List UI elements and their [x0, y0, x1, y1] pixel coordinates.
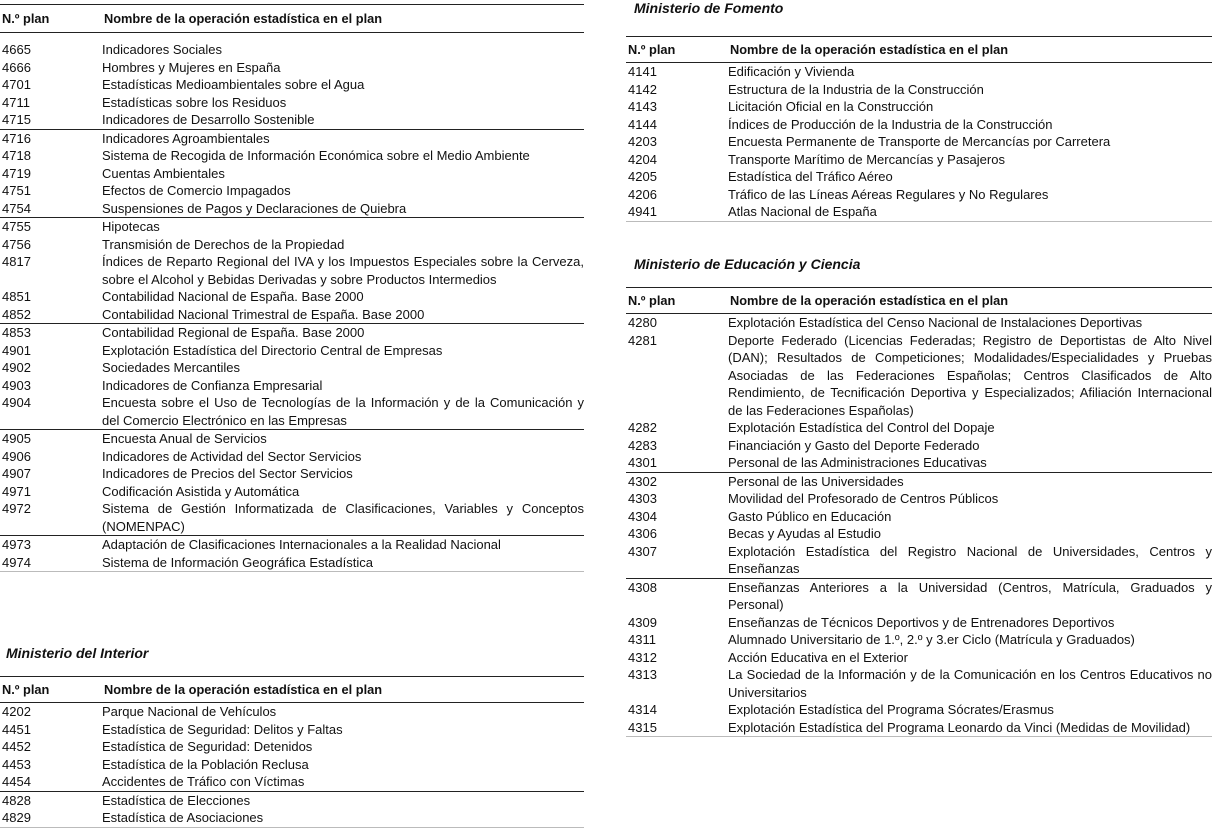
plan-number: 4906	[2, 448, 31, 464]
operation-name: Codificación Asistida y Automática	[102, 483, 300, 499]
operations-table-body	[0, 41, 584, 571]
plan-number: 4306	[628, 526, 657, 541]
table-row	[0, 465, 584, 483]
table-row	[0, 182, 584, 200]
table-row	[626, 314, 1212, 332]
table-row	[0, 76, 584, 94]
plan-number: 4718	[2, 148, 31, 163]
plan-number: 4204	[628, 151, 657, 167]
plan-number: 4665	[2, 42, 31, 57]
table-row	[0, 200, 584, 219]
operation-name: Encuesta Permanente de Transporte de Mercancías por Carretera	[728, 134, 1111, 149]
operation-name: Estadística de Seguridad: Delitos y Faltas	[102, 721, 343, 737]
plan-number: 4751	[2, 183, 31, 198]
table-row	[0, 756, 584, 774]
table-row	[0, 430, 584, 448]
table-header-educacion: N.º plan Nombre de la operación estadística en el plan	[626, 287, 1212, 313]
plan-number: 4143	[628, 99, 657, 114]
operation-name: Estadística de la Población Reclusa	[102, 756, 309, 772]
plan-number: 4755	[2, 219, 31, 234]
operation-name: Encuesta sobre el Uso de Tecnologías de la Información y de la Comunicación y del Comercio Electrónico en las Empresas	[102, 395, 584, 428]
plan-number: 4903	[2, 377, 31, 393]
table-row	[0, 554, 584, 572]
operation-name: Sistema de Gestión Informatizada de Clasificaciones, Variables y Conceptos (NOMENPAC)	[102, 501, 584, 534]
plan-number: 4451	[2, 721, 31, 737]
plan-number: 4852	[2, 306, 31, 322]
plan-number: 4666	[2, 59, 31, 75]
plan-number: 4716	[2, 130, 31, 146]
plan-number: 4817	[2, 254, 31, 269]
table-row	[626, 133, 1212, 151]
operation-name: Edificación y Vivienda	[728, 64, 855, 79]
operation-name: Personal de las Administraciones Educativas	[728, 455, 987, 470]
table-row	[0, 792, 584, 810]
plan-number: 4281	[628, 332, 657, 348]
plan-number: 4905	[2, 431, 31, 446]
table-row	[0, 130, 584, 148]
operation-name: Becas y Ayudas al Estudio	[728, 526, 881, 541]
plan-number: 4312	[628, 649, 657, 665]
plan-number: 4974	[2, 554, 31, 570]
table-row	[626, 508, 1212, 526]
table-row	[626, 419, 1212, 437]
plan-number: 4829	[2, 810, 31, 825]
table-row	[626, 98, 1212, 116]
operation-name: Indicadores de Desarrollo Sostenible	[102, 112, 315, 127]
table-row	[0, 377, 584, 395]
table-header-fomento: N.º plan Nombre de la operación estadística en el plan	[626, 36, 1212, 62]
operation-name: Contabilidad Nacional Trimestral de España. Base 2000	[102, 306, 425, 322]
plan-number: 4454	[2, 774, 31, 789]
operation-name: Transmisión de Derechos de la Propiedad	[102, 236, 345, 252]
plan-number: 4302	[628, 473, 657, 489]
plan-number: 4828	[2, 792, 31, 808]
operation-name: Efectos de Comercio Impagados	[102, 183, 291, 198]
plan-number: 4205	[628, 169, 657, 184]
operation-name: Suspensiones de Pagos y Declaraciones de Quiebra	[102, 200, 407, 216]
table-row	[626, 701, 1212, 719]
operation-name: Personal de las Universidades	[728, 473, 904, 489]
operation-name: Indicadores Agroambientales	[102, 130, 270, 146]
operation-name: Estadística de Elecciones	[102, 792, 251, 808]
plan-number: 4282	[628, 420, 657, 435]
plan-number: 4453	[2, 756, 31, 772]
plan-number: 4973	[2, 537, 31, 552]
table-header-interior: N.º plan Nombre de la operación estadística en el plan	[0, 676, 584, 702]
operation-name: Indicadores de Actividad del Sector Servicios	[102, 448, 362, 464]
plan-number: 4715	[2, 112, 31, 127]
operation-name: Hipotecas	[102, 219, 160, 234]
plan-number: 4301	[628, 455, 657, 470]
educacion-table-body	[626, 314, 1212, 736]
plan-number: 4907	[2, 466, 31, 481]
plan-number: 4972	[2, 501, 31, 516]
operation-name: Explotación Estadística del Censo Nacional de Instalaciones Deportivas	[728, 315, 1143, 330]
table-row	[0, 288, 584, 306]
table-row	[626, 649, 1212, 667]
plan-number: 4206	[628, 186, 657, 202]
plan-number: 4711	[2, 94, 30, 110]
plan-number: 4853	[2, 325, 31, 340]
operation-name: Sociedades Mercantiles	[102, 360, 241, 375]
table-row	[626, 81, 1212, 99]
table-row	[626, 151, 1212, 169]
operation-name: Estructura de la Industria de la Construcción	[728, 81, 984, 97]
operation-name: Explotación Estadística del Programa Leonardo da Vinci (Medidas de Movilidad)	[728, 719, 1191, 735]
table-row	[626, 543, 1212, 579]
table-row	[0, 111, 584, 130]
operation-name: Gasto Público en Educación	[728, 508, 892, 524]
plan-number: 4719	[2, 165, 31, 181]
operation-name: Transporte Marítimo de Mercancías y Pasajeros	[728, 151, 1005, 167]
operation-name: Accidentes de Tráfico con Víctimas	[102, 774, 305, 789]
table-row	[626, 116, 1212, 134]
operation-name: Financiación y Gasto del Deporte Federado	[728, 437, 980, 453]
plan-number: 4202	[2, 704, 31, 719]
operation-name: Explotación Estadística del Registro Nacional de Universidades, Centros y Enseñanzas	[728, 543, 1212, 576]
table-row	[626, 579, 1212, 614]
table-row	[0, 59, 584, 77]
plan-number: 4141	[628, 64, 657, 79]
plan-number: 4308	[628, 579, 657, 595]
operation-name: Estadísticas Medioambientales sobre el Agua	[102, 77, 365, 92]
table-row	[0, 809, 584, 827]
operation-name: Indicadores de Confianza Empresarial	[102, 377, 323, 393]
plan-number: 4754	[2, 200, 31, 216]
operation-name: Explotación Estadística del Programa Sócrates/Erasmus	[728, 702, 1054, 717]
section-title-educacion: Ministerio de Educación y Ciencia	[634, 256, 861, 272]
operation-name: Estadística de Seguridad: Detenidos	[102, 739, 313, 754]
operation-name: Hombres y Mujeres en España	[102, 59, 281, 75]
plan-number: 4452	[2, 739, 31, 754]
table-row	[626, 186, 1212, 204]
table-row	[626, 719, 1212, 737]
plan-number: 4313	[628, 667, 657, 682]
operation-name: Atlas Nacional de España	[728, 204, 877, 219]
table-row	[626, 454, 1212, 473]
plan-number: 4311	[628, 632, 656, 647]
interior-table-body	[0, 703, 584, 827]
table-row	[0, 147, 584, 165]
plan-number: 4280	[628, 315, 657, 330]
operation-name: La Sociedad de la Información y de la Comunicación en los Centros Educativos no Universitarios	[728, 667, 1212, 700]
table-row	[0, 359, 584, 377]
operation-name: Acción Educativa en el Exterior	[728, 649, 908, 665]
table-row	[0, 773, 584, 792]
table-row	[0, 218, 584, 236]
table-row	[626, 614, 1212, 632]
plan-number: 4283	[628, 437, 657, 453]
operation-name: Explotación Estadística del Directorio Central de Empresas	[102, 342, 443, 358]
operation-name: Explotación Estadística del Control del Dopaje	[728, 420, 995, 435]
operation-name: Sistema de Información Geográfica Estadística	[102, 554, 373, 570]
table-row	[626, 332, 1212, 420]
table-row	[626, 168, 1212, 186]
plan-number: 4315	[628, 719, 657, 735]
operation-name: Sistema de Recogida de Información Económica sobre el Medio Ambiente	[102, 148, 530, 163]
operation-name: Movilidad del Profesorado de Centros Públicos	[728, 491, 999, 506]
plan-number: 4203	[628, 134, 657, 149]
operation-name: Índices de Reparto Regional del IVA y los Impuestos Especiales sobre la Cerveza, sobre el Alcohol y Bebidas Derivadas y sobre Productos Intermedios	[102, 254, 584, 287]
operation-name: Tráfico de las Líneas Aéreas Regulares y No Regulares	[728, 186, 1049, 202]
plan-number: 4756	[2, 236, 31, 252]
operation-name: Estadísticas sobre los Residuos	[102, 94, 287, 110]
fomento-table-body	[626, 63, 1212, 221]
table-row	[626, 203, 1212, 221]
operation-name: Indicadores Sociales	[102, 42, 222, 57]
operation-name: Adaptación de Clasificaciones Internacionales a la Realidad Nacional	[102, 537, 501, 552]
table-row	[626, 63, 1212, 81]
operation-name: Encuesta Anual de Servicios	[102, 431, 267, 446]
table-row	[626, 490, 1212, 508]
plan-number: 4901	[2, 342, 31, 358]
plan-number: 4309	[628, 614, 657, 630]
table-row	[0, 448, 584, 466]
plan-number: 4314	[628, 702, 657, 717]
plan-number: 4307	[628, 543, 657, 559]
table-row	[626, 473, 1212, 491]
table-row	[0, 41, 584, 59]
operation-name: Indicadores de Precios del Sector Servicios	[102, 466, 353, 481]
table-row	[0, 394, 584, 430]
header-num: N.º plan	[2, 11, 50, 26]
operation-name: Estadística de Asociaciones	[102, 810, 264, 825]
plan-number: 4303	[628, 491, 657, 506]
table-row	[626, 437, 1212, 455]
table-row	[626, 525, 1212, 543]
table-row	[0, 738, 584, 756]
table-row	[0, 536, 584, 554]
plan-number: 4701	[2, 77, 31, 92]
header-name: Nombre de la operación estadística en el plan	[104, 11, 383, 26]
table-row	[0, 94, 584, 112]
plan-number: 4851	[2, 289, 31, 304]
table-row	[0, 721, 584, 739]
operation-name: Índices de Producción de la Industria de la Construcción	[728, 116, 1053, 132]
operation-name: Estadística del Tráfico Aéreo	[728, 169, 893, 184]
table-row	[0, 500, 584, 536]
operation-name: Alumnado Universitario de 1.º, 2.º y 3.er Ciclo (Matrícula y Graduados)	[728, 632, 1135, 647]
section-title-fomento: Ministerio de Fomento	[634, 0, 784, 16]
plan-number: 4902	[2, 360, 31, 375]
table-row	[0, 236, 584, 254]
operation-name: Enseñanzas de Técnicos Deportivos y de Entrenadores Deportivos	[728, 614, 1115, 630]
table-row	[0, 165, 584, 183]
plan-number: 4971	[2, 483, 31, 499]
plan-number: 4904	[2, 395, 31, 410]
operation-name: Deporte Federado (Licencias Federadas; Registro de Deportistas de Alto Nivel (DAN); Resultados de Competiciones; Modalidades/Especialidades y Pruebas Asociadas de las Federaciones Españolas; Centros Clasificados de Alto Rendimiento, de Tecnificación Deportiva y Especializados; Afiliación Internacional de las Federaciones Españolas)	[728, 332, 1212, 418]
plan-number: 4304	[628, 508, 657, 524]
table-row	[0, 483, 584, 501]
table-row	[0, 703, 584, 721]
operation-name: Contabilidad Nacional de España. Base 2000	[102, 289, 364, 304]
operation-name: Licitación Oficial en la Construcción	[728, 99, 934, 114]
operation-name: Enseñanzas Anteriores a la Universidad (Centros, Matrícula, Graduados y Personal)	[728, 579, 1212, 612]
table-row	[0, 324, 584, 342]
table-row	[0, 306, 584, 325]
table-row	[626, 631, 1212, 649]
operation-name: Parque Nacional de Vehículos	[102, 704, 277, 719]
operation-name: Cuentas Ambientales	[102, 165, 225, 181]
table-row	[0, 253, 584, 288]
plan-number: 4941	[628, 204, 657, 219]
table-header	[0, 4, 584, 32]
table-row	[0, 342, 584, 360]
plan-number: 4142	[628, 81, 657, 97]
table-row	[626, 666, 1212, 701]
section-title-interior: Ministerio del Interior	[6, 645, 149, 661]
operation-name: Contabilidad Regional de España. Base 2000	[102, 325, 365, 340]
plan-number: 4144	[628, 116, 657, 132]
